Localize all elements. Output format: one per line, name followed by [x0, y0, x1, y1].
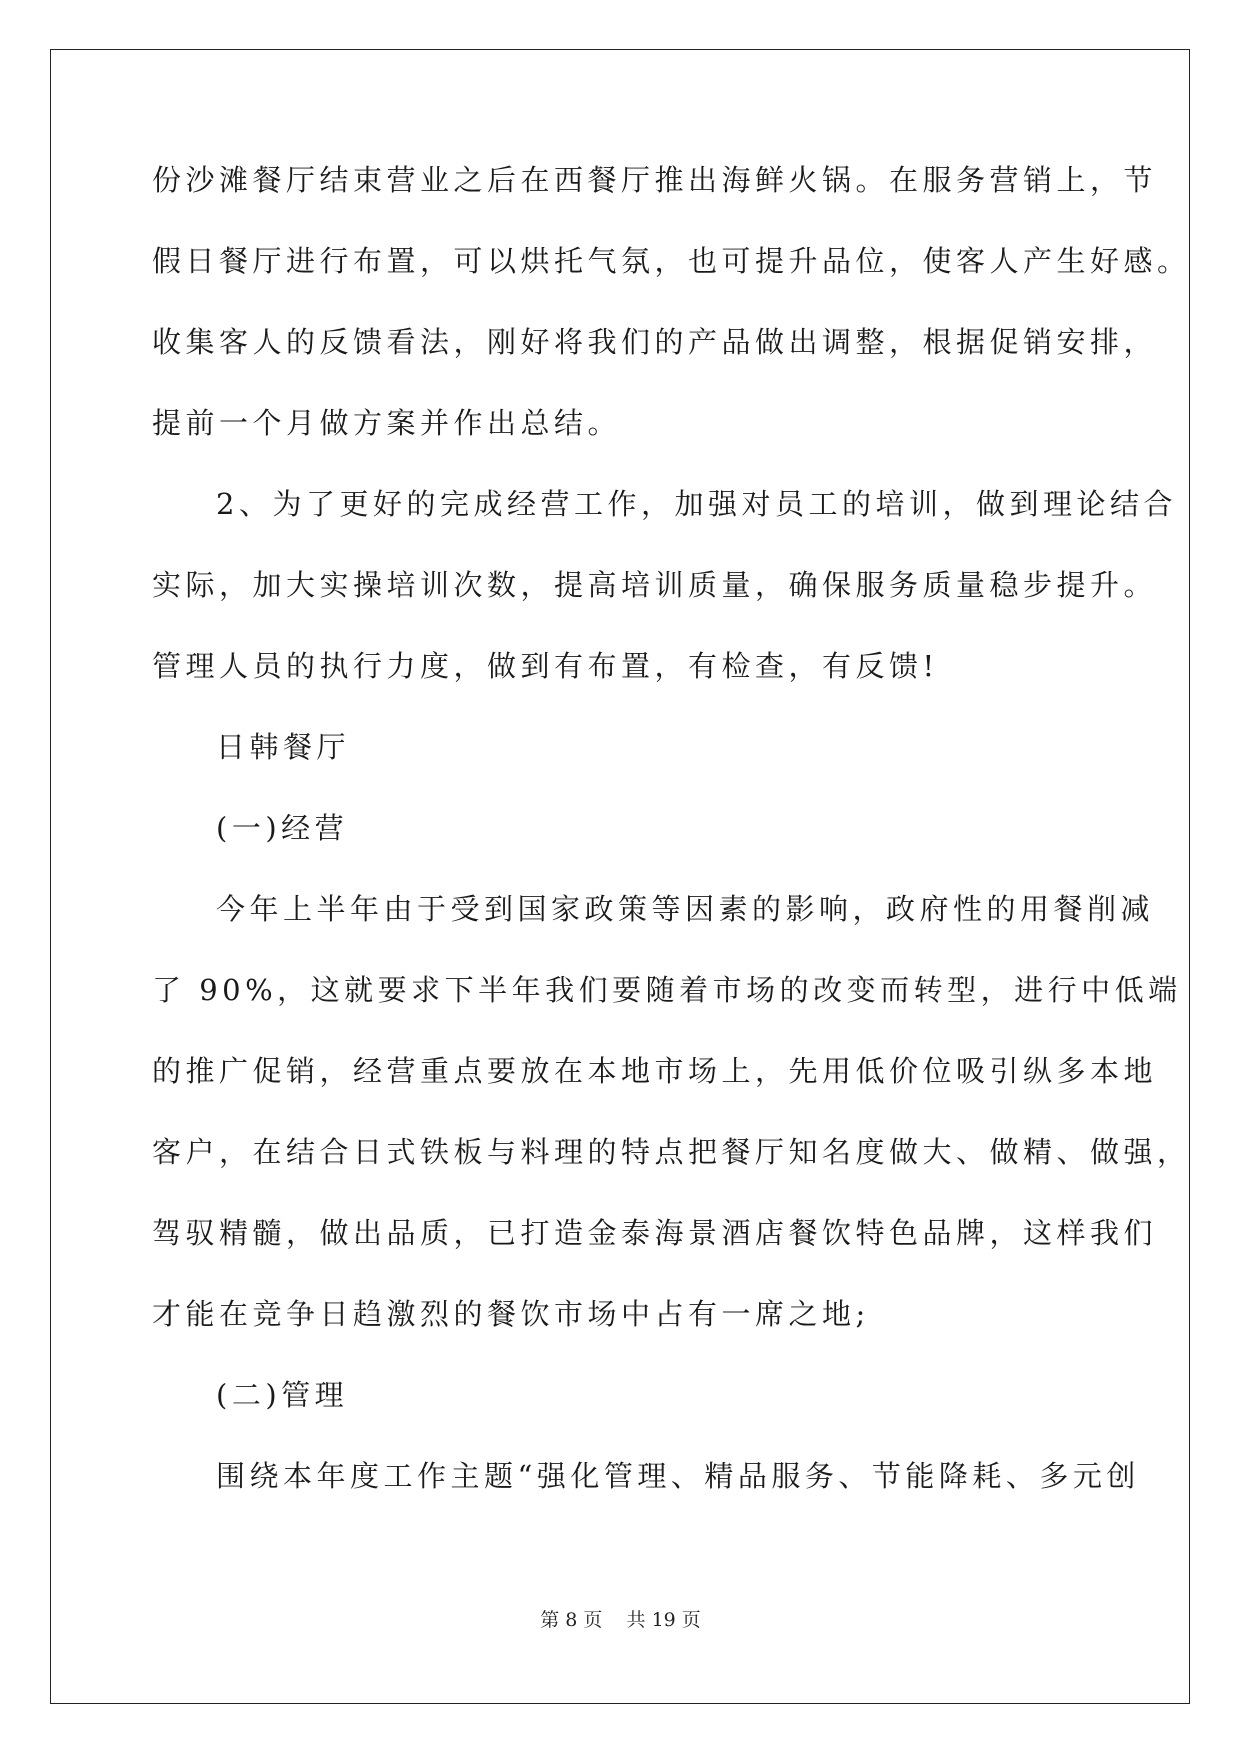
- subsection-heading: (二)管理: [216, 1378, 349, 1412]
- paragraph-start-line: 今年上半年由于受到国家政策等因素的影响，政府性的用餐削减: [216, 892, 1155, 926]
- page-number: 第 8 页: [540, 1609, 603, 1631]
- section-heading: 日韩餐厅: [216, 730, 351, 764]
- text-line: 的推广促销，经营重点要放在本地市场上，先用低价位吸引纵多本地: [152, 1054, 1158, 1088]
- text-line: 才能在竞争日趋激烈的餐饮市场中占有一席之地;: [152, 1297, 870, 1331]
- text-line: 实际，加大实操培训次数，提高培训质量，确保服务质量稳步提升。: [152, 568, 1158, 602]
- subsection-heading: (一)经营: [216, 811, 349, 845]
- text-line: 提前一个月做方案并作出总结。: [152, 406, 622, 440]
- text-line: 驾驭精髓，做出品质，已打造金泰海景酒店餐饮特色品牌，这样我们: [152, 1216, 1158, 1250]
- page-total: 共 19 页: [626, 1609, 701, 1631]
- text-line: 了 90%，这就要求下半年我们要随着市场的改变而转型，进行中低端: [152, 973, 1182, 1007]
- page-footer: [0, 1608, 1241, 1632]
- paragraph-start-line: 2、为了更好的完成经营工作，加强对员工的培训，做到理论结合: [216, 487, 1177, 521]
- text-line: 管理人员的执行力度，做到有布置，有检查，有反馈!: [152, 649, 939, 683]
- text-line: 份沙滩餐厅结束营业之后在西餐厅推出海鲜火锅。在服务营销上，节: [152, 163, 1158, 197]
- text-line: 收集客人的反馈看法，刚好将我们的产品做出调整，根据促销安排，: [152, 325, 1158, 359]
- text-line: 客户，在结合日式铁板与料理的特点把餐厅知名度做大、做精、做强，: [152, 1135, 1191, 1169]
- text-line: 假日餐厅进行布置，可以烘托气氛，也可提升品位，使客人产生好感。: [152, 244, 1191, 278]
- paragraph-start-line: 围绕本年度工作主题“强化管理、精品服务、节能降耗、多元创: [216, 1459, 1140, 1493]
